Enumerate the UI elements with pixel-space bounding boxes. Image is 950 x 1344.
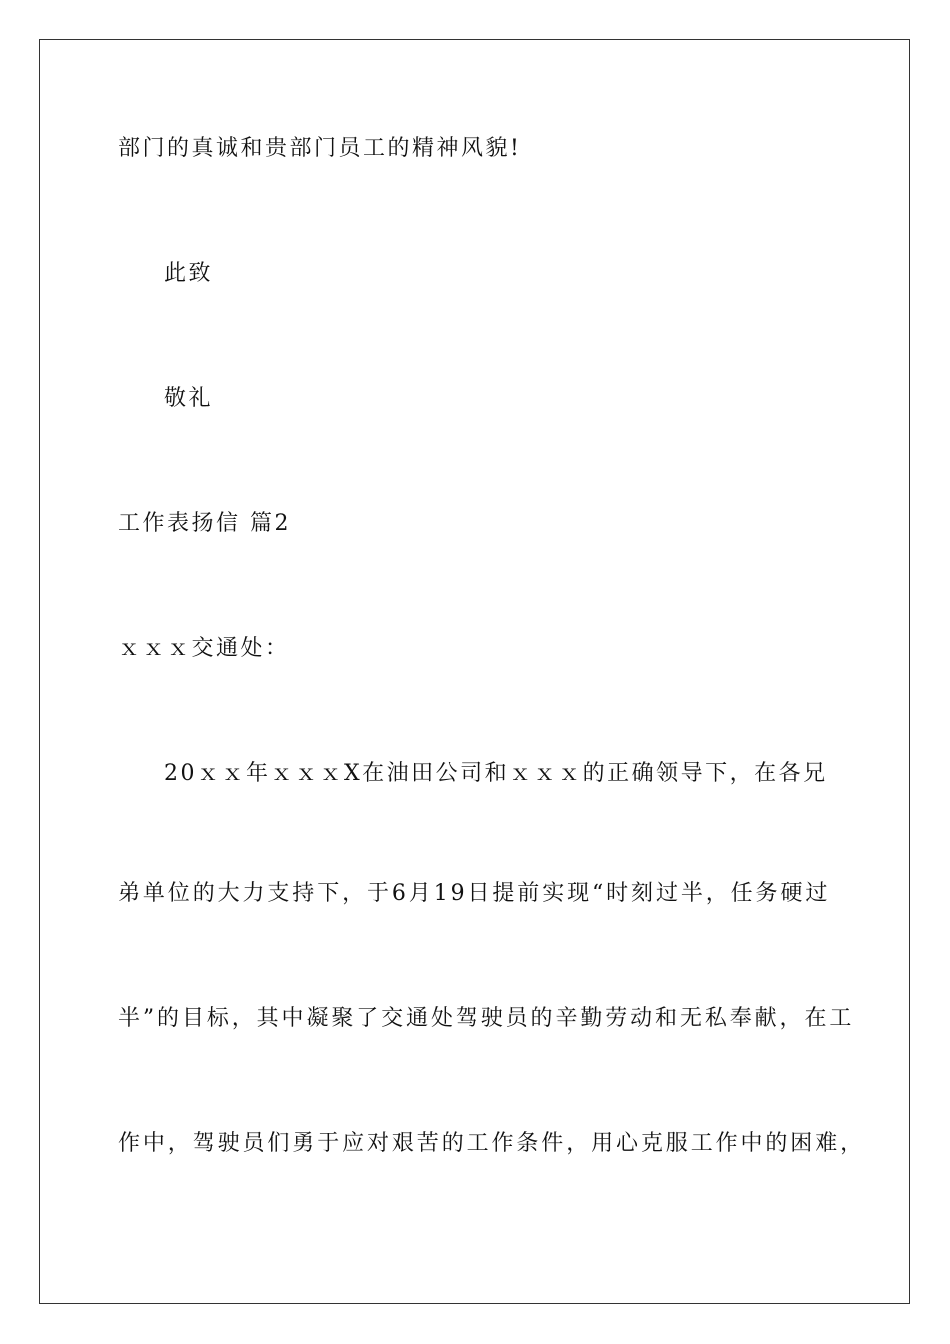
salutation-jingli: 敬礼 bbox=[164, 386, 214, 411]
paragraph-line-3: 半”的目标，其中凝聚了交通处驾驶员的辛勤劳动和无私奉献，在工 bbox=[118, 1006, 855, 1031]
paragraph-line-1: 20ｘｘ年ｘｘｘX在油田公司和ｘｘｘ的正确领导下，在各兄 bbox=[164, 761, 828, 786]
paragraph-line-4: 作中，驾驶员们勇于应对艰苦的工作条件，用心克服工作中的困难， bbox=[118, 1131, 866, 1156]
letter-recipient: ｘｘｘ交通处： bbox=[118, 636, 290, 661]
salutation-cizhi: 此致 bbox=[164, 261, 214, 286]
text-line-closing-praise: 部门的真诚和贵部门员工的精神风貌! bbox=[118, 136, 522, 161]
paragraph-line-2: 弟单位的大力支持下，于6月19日提前实现“时刻过半，任务硬过 bbox=[118, 881, 831, 906]
section-heading: 工作表扬信 篇2 bbox=[118, 511, 291, 536]
page-border bbox=[39, 39, 910, 1304]
